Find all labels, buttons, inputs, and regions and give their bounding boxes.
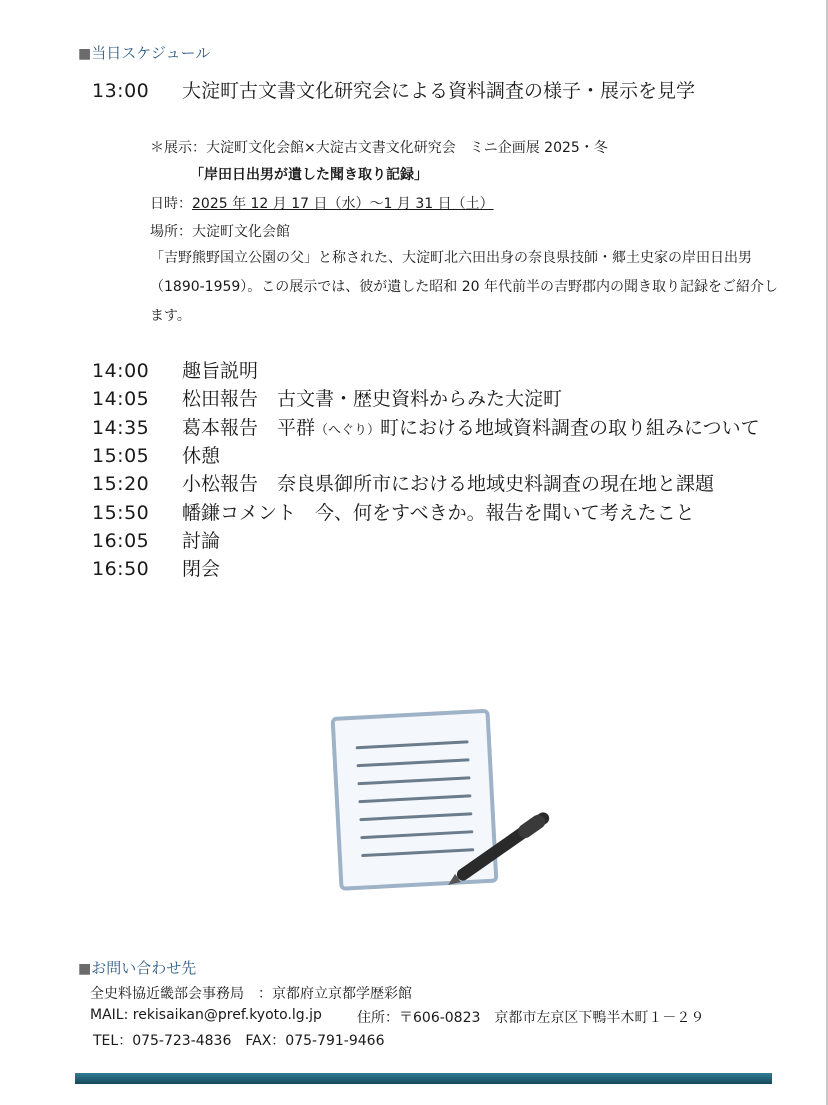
contact-mail[interactable]: MAIL: rekisaikan@pref.kyoto.lg.jp [90,1007,322,1023]
schedule-title-text: 幡鎌コメント 今、何をすべきか。報告を聞いて考えたこと [182,501,695,524]
schedule-row [92,529,220,553]
schedule-row [92,472,714,496]
document-with-pen-icon [325,700,565,900]
heading-marker: ■ [78,961,92,977]
schedule-row [92,387,562,411]
schedule-title [182,473,714,495]
schedule-time: 15:20 [92,473,150,496]
exhibit-line: ＊展示：大淀町文化会館×大淀古文書文化研究会 ミニ企画展 2025・冬 [150,140,608,156]
exhibit-description: 「吉野熊野国立公園の父」と称された、大淀町北六田出身の奈良県技師・郷土史家の岸田日出男（1890-1959）。この展示では、彼が遺した昭和 20 年代前半の吉野郡内の聞き取り記録をご紹介します。 [150,250,779,324]
exhibit-title: 「岸田日出男が遺した聞き取り記録」 [190,167,428,183]
schedule-time: 16:05 [92,529,150,552]
schedule-row [92,501,695,525]
reading-annotation: （へぐり） [315,422,381,438]
footer-bar [75,1073,772,1084]
schedule-title-text: 葛本報告 平群 [182,416,316,439]
exhibit-date-label: 日時： [150,196,192,212]
schedule-row [92,359,258,383]
schedule-title-text: 松田報告 古文書・歴史資料からみた大淀町 [182,388,563,411]
schedule-time: 15:50 [92,501,150,524]
schedule-title-text: 休憩 [182,444,221,467]
schedule-row-opening [92,79,695,103]
exhibit-date-value: 2025 年 12 月 17 日（水）～1 月 31 日（土） [192,196,494,212]
schedule-time: 14:00 [92,360,150,382]
schedule-title [182,417,760,439]
schedule-title [182,530,220,552]
schedule-title [182,445,220,467]
exhibit-date [150,194,494,214]
schedule-row [92,416,760,443]
schedule-title-text: 討論 [182,529,221,552]
contact-address: 住所：〒606-0823 京都市左京区下鴨半木町１－２９ [357,1010,705,1026]
schedule-title: 大淀町古文書文化研究会による資料調査の様子・展示を見学 [182,80,696,102]
schedule-time: 14:35 [92,416,150,439]
contact-org: 全史料協近畿部会事務局 ：京都府立京都学歴彩館 [90,986,412,1002]
schedule-title-text: 趣旨説明 [182,360,259,382]
schedule-time: 15:05 [92,444,150,467]
schedule-title [182,502,695,524]
contact-phone: TEL：075-723-4836 FAX：075-791-9466 [93,1033,385,1049]
schedule-time: 16:50 [92,558,150,581]
schedule-row [92,557,220,581]
schedule-time: 13:00 [92,80,150,102]
schedule-time: 14:05 [92,388,150,411]
schedule-title [182,388,562,410]
schedule-heading [78,42,210,63]
contact-heading-text: お問い合わせ先 [91,959,197,977]
schedule-title-text: 閉会 [182,558,221,581]
schedule-title [182,558,220,580]
schedule-row [92,444,220,468]
schedule-title-text: 小松報告 奈良県御所市における地域史料調査の現在地と課題 [182,473,715,496]
heading-marker: ■ [78,46,92,62]
schedule-title [182,360,258,382]
schedule-heading-text: 当日スケジュール [91,44,211,62]
contact-heading [78,957,196,978]
exhibit-place: 場所：大淀町文化会館 [150,224,290,240]
schedule-title-text: 町における地域資料調査の取り組みについて [380,416,760,439]
